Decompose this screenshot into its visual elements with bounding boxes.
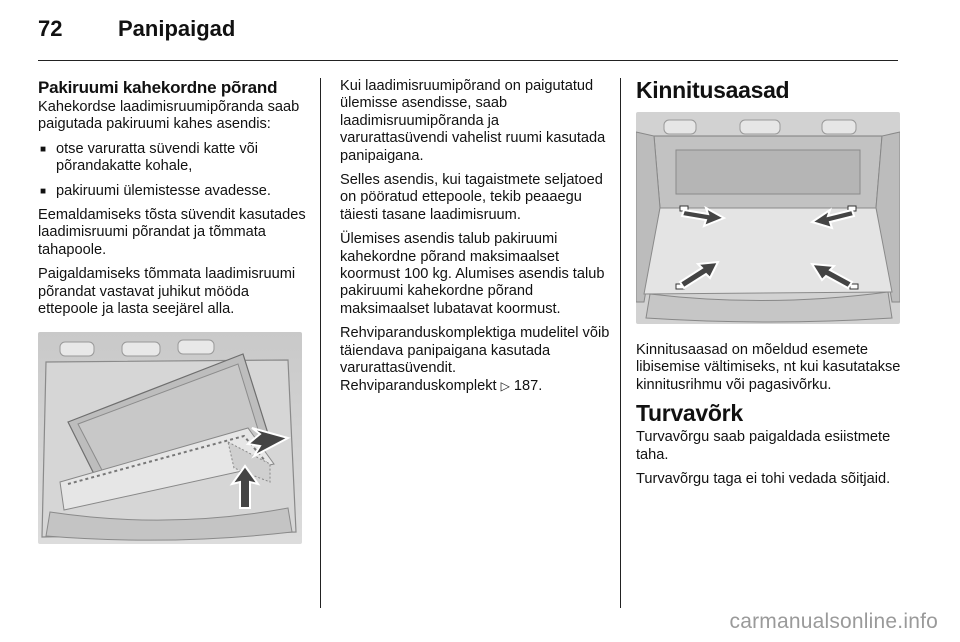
page-title: Panipaigad xyxy=(118,16,236,41)
watermark: carmanualsonline.info xyxy=(729,610,938,633)
paragraph: Kahekordse laadimisruumipõranda saab paigutada pakiruumi kahes asendis: xyxy=(38,99,300,133)
section-heading: Pakiruumi kahekordne põrand xyxy=(38,78,278,97)
paragraph: Turvavõrgu saab paigaldada esiistmete taha. xyxy=(636,429,891,463)
column-divider xyxy=(320,78,321,608)
paragraph: Kui laadimisruumipõrand on paigutatud ülemisse asendisse, saab laadimisruumipõranda ja varurattasüvendi vahelist ruumi kasutada panipaigana. xyxy=(340,78,606,164)
column-3 xyxy=(636,78,904,495)
bullet-item: ■ pakiruumi ülemistesse avadesse. xyxy=(38,183,310,200)
cross-reference xyxy=(340,378,610,395)
column-2 xyxy=(340,78,610,402)
page-reference-icon: ▷ xyxy=(500,378,510,393)
section-heading: Kinnitusaasad xyxy=(636,77,790,103)
lashing-eyes-illustration xyxy=(636,112,900,324)
paragraph: Rehviparanduskomplektiga mudelitel võib täiendava panipaigana kasutada varurattasüvendit. xyxy=(340,325,610,377)
paragraph: Kinnitusaasad on mõeldud esemete libisemise vältimiseks, nt kui kasutatakse kinnitusrihmu või pagasivõrku. xyxy=(636,342,901,393)
paragraph: Selles asendis, kui tagaistmete seljatoed on pööratud ettepoole, tekib peaaegu täiesti tasane laadimisruum. xyxy=(340,172,603,223)
paragraph: Turvavõrgu taga ei tohi vedada sõitjaid. xyxy=(636,471,891,488)
cross-reference-page: 187. xyxy=(513,377,543,394)
section-heading: Turvavõrk xyxy=(636,400,743,427)
cargo-floor-illustration xyxy=(38,332,302,544)
page-number: 72 xyxy=(38,16,63,41)
paragraph: Eemaldamiseks tõsta süvendit kasutades laadimisruumi põrandat ja tõmmata tahapoole. xyxy=(38,207,306,258)
column-1 xyxy=(38,78,310,544)
paragraph: Ülemises asendis talub pakiruumi kahekordne põrand maksimaalset koormust 100 kg. Alumises asendis talub pakiruumi kahekordne põrand maksimaalset lubatavat koormust. xyxy=(340,231,605,317)
bullet-item: ■ otse varuratta süvendi katte või põrandakatte kohale, xyxy=(38,141,310,176)
cross-reference-label: Rehviparanduskomplekt xyxy=(340,377,497,394)
paragraph: Paigaldamiseks tõmmata laadimisruumi põrandat vastavat juhikut mööda ettepoole ja lasta seejärel alla. xyxy=(38,266,296,318)
column-divider xyxy=(620,78,621,608)
header-rule xyxy=(38,60,898,61)
bullet-list xyxy=(38,141,310,200)
